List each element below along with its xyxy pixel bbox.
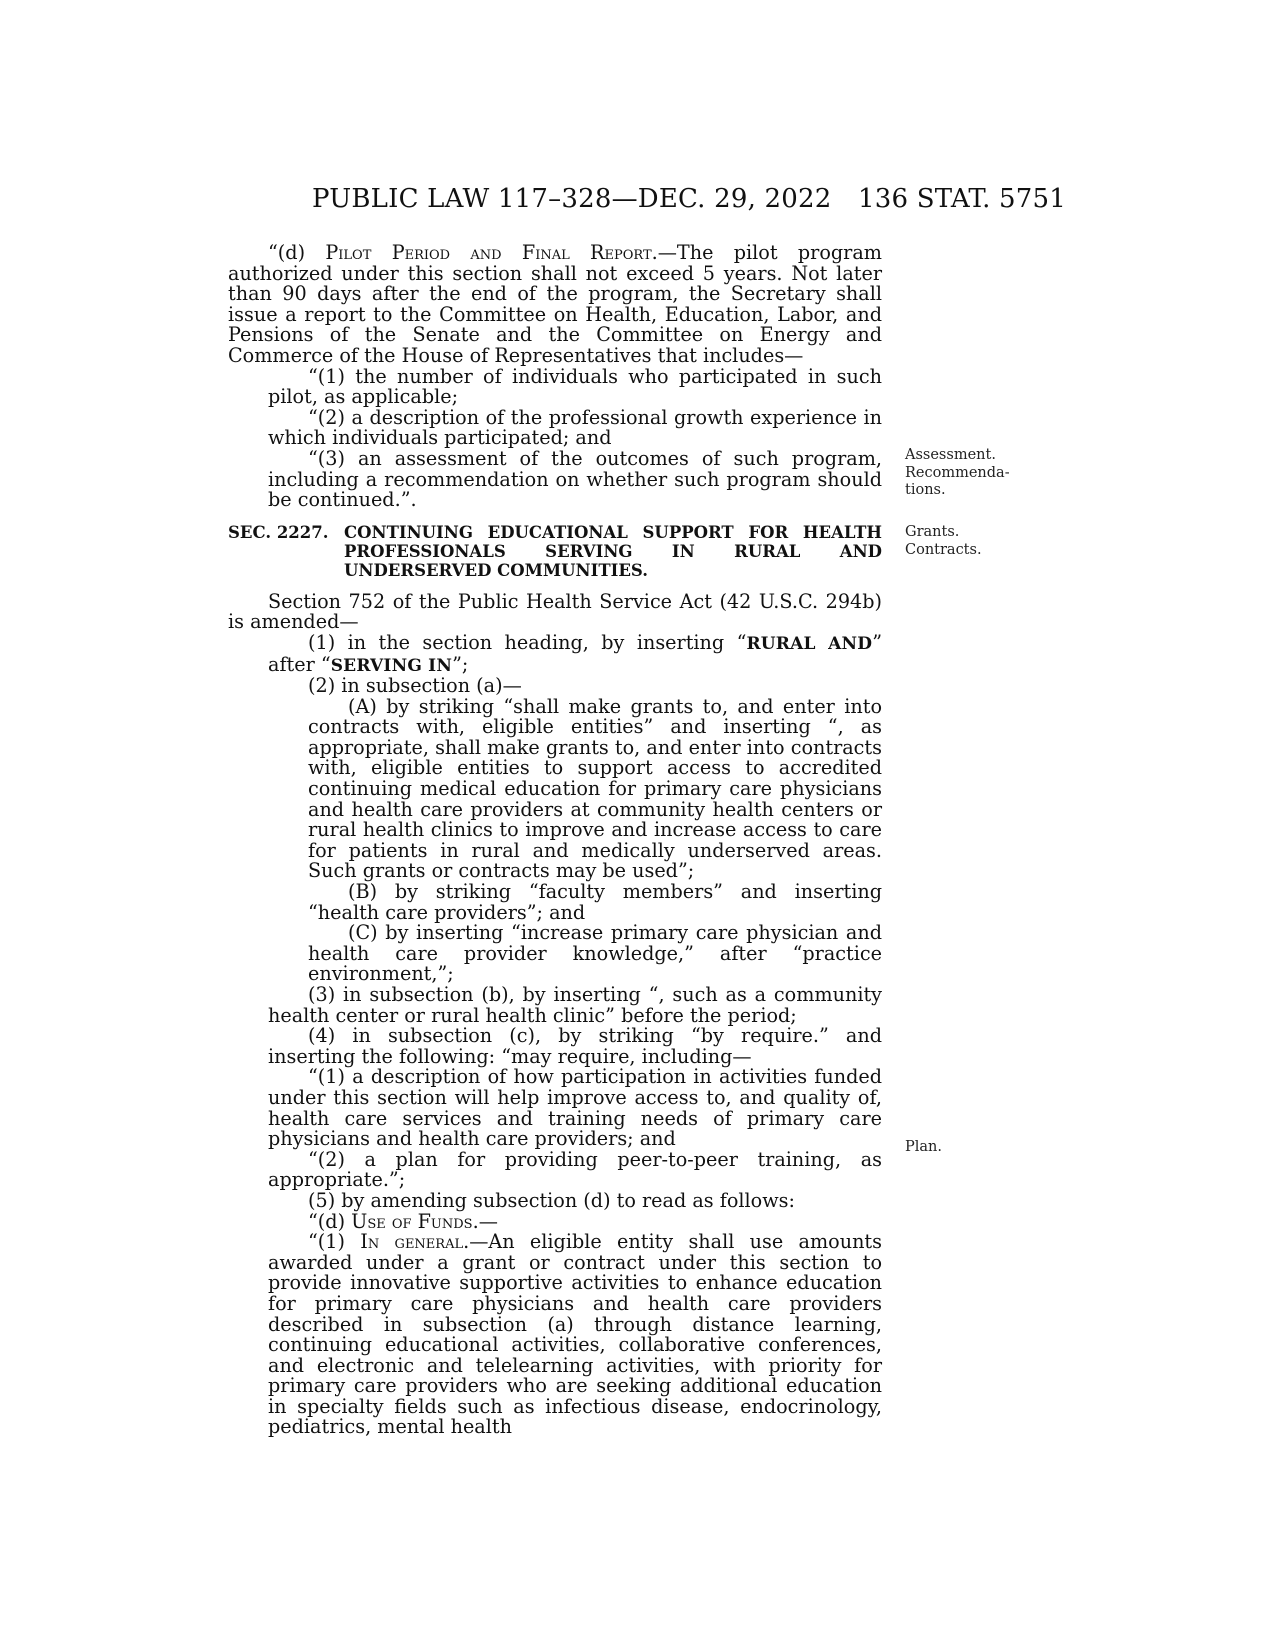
- section-intro: Section 752 of the Public Health Service Act (42 U.S.C. 294b) is amended—: [228, 589, 882, 634]
- amendment-2C: (C) by inserting “increase primary care physician and health care provider knowledge,” after “practice environment,”;: [308, 921, 882, 986]
- section-number: SEC. 2227.: [228, 522, 329, 542]
- inserted-paragraph-2: “(2) a plan for providing peer-to-peer training, as appropriate.”;: [268, 1147, 882, 1192]
- running-header-title: PUBLIC LAW 117–328—DEC. 29, 2022: [312, 184, 832, 214]
- section-title: CONTINUING EDUCATIONAL SUPPORT FOR HEALTH PROFESSIONALS SERVING IN RURAL AND UNDERSERVED COMMUNITIES.: [344, 522, 882, 580]
- inserted-paragraph-1: “(1) a description of how participation in activities funded under this section will help improve access to, and quality of, health care services and training needs of primary care physicians and health care providers; and: [268, 1065, 882, 1151]
- margin-note-recommendations: Recommenda- tions.: [905, 465, 1010, 498]
- amendment-2: (2) in subsection (a)—: [308, 674, 522, 698]
- margin-note-assessment: Assessment.: [905, 447, 996, 463]
- paragraph-d3: “(3) an assessment of the outcomes of such program, including a recommendation on whether such program should be continued.”.: [268, 446, 882, 512]
- paragraph-d1: “(1) the number of individuals who participated in such pilot, as applicable;: [268, 364, 882, 409]
- amendment-2B: (B) by striking “faculty members” and inserting “health care providers”; and: [308, 880, 882, 924]
- paragraph-d2: “(2) a description of the professional growth experience in which individuals participated; and: [268, 405, 882, 450]
- document-body: [228, 243, 882, 1438]
- amendment-5: (5) by amending subsection (d) to read as follows:: [308, 1188, 795, 1212]
- margin-note-contracts: Contracts.: [905, 542, 982, 558]
- amendment-1: (1) in the section heading, by inserting “RURAL AND” after “SERVING IN”;: [268, 630, 882, 676]
- amendment-2A: (A) by striking “shall make grants to, and enter into contracts with, eligible entities” and inserting “, as appropriate, shall make grants to, and enter into contracts with, eligible entities to support access to accredited continuing medical education for primary care physicians and health care providers at community health centers or rural health clinics to improve and increase access to care for patients in rural and medically underserved areas. Such grants or contracts may be used”;: [308, 694, 882, 883]
- subsection-d-pilot-period: “(d) Pilot Period and Final Report.—The pilot program authorized under this section shall not exceed 5 years. Not later than 90 days after the end of the program, the Secretary shall issue a report to the Committee on Health, Education, Labor, and Pensions of the Senate and the Committee on Energy and Commerce of the House of Representatives that includes—: [228, 241, 882, 367]
- section-heading: [228, 523, 882, 580]
- subsection-d-use-of-funds: “(d) Use of Funds.—: [308, 1209, 498, 1233]
- amendment-3: (3) in subsection (b), by inserting “, such as a community health center or rural health clinic” before the period;: [268, 983, 882, 1027]
- page-stat-number: 136 STAT. 5751: [858, 184, 1066, 214]
- margin-note-grants: Grants.: [905, 524, 960, 540]
- margin-note-plan: Plan.: [905, 1139, 942, 1155]
- subsection-heading: Pilot Period and Final Report: [325, 241, 652, 264]
- paragraph-in-general: “(1) In general.—An eligible entity shall use amounts awarded under a grant or contract under this section to provide innovative supportive activities to enhance education for primary care physicians and health care providers described in subsection (a) through distance learning, continuing educational activities, collaborative conferences, and electronic and telelearning activities, with priority for primary care providers who are seeking additional education in specialty fields such as infectious disease, endocrinology, pediatrics, mental health: [268, 1230, 882, 1439]
- amendment-4: (4) in subsection (c), by striking “by require.” and inserting the following: “may require, including—: [268, 1024, 882, 1068]
